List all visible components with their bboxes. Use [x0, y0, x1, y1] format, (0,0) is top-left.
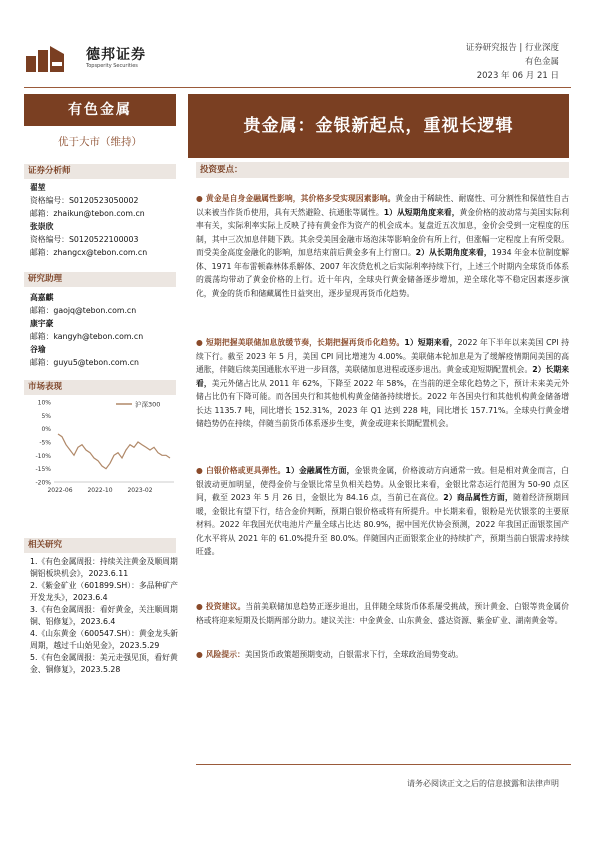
market-heading: 市场表现	[24, 380, 176, 395]
sector-label: 有色金属	[24, 94, 176, 126]
report-type: 证券研究报告 | 行业深度	[465, 43, 559, 53]
x-tick-label: 2022-06	[47, 487, 73, 494]
analyst-cert: 资格编号：S0120523050002	[30, 196, 139, 205]
y-tick-label: -5%	[39, 439, 51, 447]
related-item[interactable]: 2.《紫金矿业（601899.SH）：多品种矿产开发龙头》，2023.6.4	[30, 581, 178, 602]
assistant-name: 康宇豪	[30, 319, 54, 328]
bullet-icon: ●	[196, 602, 203, 611]
invest-point-1: ● 黄金是自身金融属性影响，其价格多受实现因素影响。黄金由于稀缺性、耐腐性、可分割性和保值性自古以来被当作货币使用，具有天然避险、抗通胀等属性。1）从短期角度来看，黄金价格的波动常与美国实际利率有关，实际利率实际上反映了持有黄金作为资产的机会成本。复盘近五次加息，金价会受到一定程度的压制，其中三次加息伴随下跌。其余受美国金融市场泡沫等影响金价有所上行，但涨幅一定程度上有所受限。而受美金高度金融化的影响，加息结束前后黄金多有上行窗口。2）从长期角度来看，1934 年金本位制度解体、1971 年布雷顿森林体系解体、2007 年次贷危机之后实际利率持续下行，上述三个时期内全球货币体系的震荡均带动了黄金价格的上行。近十年内，全球央行黄金储备逐步增加，逆全球化等不稳定因素逐步演化，黄金的货币和储藏属性日益突出，逐步显现再货币化趋势。	[196, 194, 570, 298]
analysts-list	[30, 181, 180, 259]
bullet-icon: ●	[196, 338, 203, 347]
legend-label: 沪深300	[135, 400, 161, 409]
y-tick-label: -15%	[35, 466, 51, 474]
bullet-icon: ●	[196, 466, 203, 475]
analyst-name: 张崇欣	[30, 222, 54, 231]
brand-name-en: Topsperity Securities	[86, 63, 138, 69]
rating-label: 优于大市（维持）	[58, 136, 142, 148]
invest-heading: 投资要点：	[196, 162, 569, 178]
y-tick-label: 5%	[41, 412, 51, 420]
related-item[interactable]: 5.《有色金属周报：美元走强见顶，看好黄金、铜修复》，2023.5.28	[30, 653, 178, 674]
bullet-icon: ●	[196, 194, 203, 203]
bullet-icon: ●	[196, 650, 203, 659]
related-item[interactable]: 1.《有色金属周报：持续关注黄金及顺周期铜铝板块机会》，2023.6.11	[30, 557, 178, 578]
assistant-name: 谷瑜	[30, 345, 46, 354]
market-performance-chart	[24, 396, 180, 502]
invest-point-2: ● 短期把握美联储加息放缓节奏，长期把握再货币化趋势。1）短期来看，2022 年下半年以来美国 CPI 持续下行。截至 2023 年 5 月，美国 CPI 同比增速为 4.00%。美联储本轮加息是为了缓解疫情期间美国的高通胀，伴随后续美国通胀水平进一步回落，美联储加息进程或逐步退出。黄金或迎短期配置机会。2）长期来看，美元外储占比从 2011 年 62%，下降至 2022 年 58%，在当前的逆全球化趋势之下，预计未来美元外储占比仍有下降可能。而各国央行和其他机构黄金储备持续增长。2022 年各国央行和其他机构黄金储备增长达 1135.7 吨，同比增长 152.31%，2023 年 Q1 达到 228 吨，同比增长 157.71%。全球央行黄金增储趋势仍在持续，伴随当前货币体系逐步生变，黄金或迎来长期配置机会。	[196, 338, 570, 428]
report-meta	[466, 41, 559, 83]
assistants-heading: 研究助理	[24, 272, 176, 287]
y-tick-label: -10%	[35, 452, 51, 460]
disclaimer-footer[interactable]: 请务必阅读正文之后的信息披露和法律声明	[407, 779, 559, 788]
related-item[interactable]: 3.《有色金属周报：看好黄金，关注顺周期铜、铝修复》，2023.6.4	[30, 605, 178, 626]
invest-point-3: ● 白银价格或更具弹性。1）金融属性方面，金银贵金属，价格波动方向通常一致。但是相对黄金而言，白银波动更加明显，使得金价与金银比常呈负相关趋势。从金银比来看，金银比常态运行范围为 50-90 点区间，截至 2023 年 5 月 26 日，金银比为 84.16 点，当前已在高位。2）商品属性方面，随着经济预期回暖，金银比有望下行，结合金价判断，预期白银价格或将有所提升。中长期来看，银粉是光伏银浆的主要原材料。2022 年我国光伏电池片产量全球占比达 80.9%，据中国光伏协会预测，2022 年我国正面银浆国产化水平将从 2021 年的 61.0%提升至 80.0%。伴随国内正面银浆企业的持续扩产，预期当前白银需求持续旺盛。	[196, 466, 570, 556]
x-tick-label: 2022-10	[87, 487, 113, 494]
assistants-list	[30, 291, 180, 369]
y-tick-label: -20%	[35, 479, 51, 487]
y-tick-label: 10%	[37, 399, 51, 407]
report-date: 2023 年 06 月 21 日	[476, 71, 559, 81]
analyst-email[interactable]: 邮箱：zhangcx@tebon.com.cn	[30, 248, 148, 257]
assistant-name: 高嘉麒	[30, 293, 54, 302]
related-list	[30, 556, 180, 676]
assistant-email[interactable]: 邮箱：gaojq@tebon.com.cn	[30, 306, 137, 315]
analyst-cert: 资格编号：S0120522100003	[30, 235, 139, 244]
report-title: 贵金属：金银新起点，重视长逻辑	[188, 94, 569, 158]
x-tick-label: 2023-02	[127, 487, 153, 494]
invest-point-5: ● 风险提示：美国货币政策超预期变动，白银需求下行，全球政治局势变动。	[196, 650, 464, 659]
series-line-hs300	[58, 434, 170, 469]
analyst-email[interactable]: 邮箱：zhaikun@tebon.com.cn	[30, 209, 145, 218]
report-industry: 有色金属	[524, 57, 559, 67]
brand-logo-icon	[24, 44, 66, 74]
analysts-heading: 证券分析师	[24, 164, 176, 179]
related-heading: 相关研究	[24, 538, 176, 553]
footer-divider	[196, 764, 571, 765]
y-tick-label: 0%	[41, 426, 51, 434]
invest-point-4: ● 投资建议。当前美联储加息趋势正逐步退出，且伴随全球货币体系屡受挑战，预计黄金、白银等贵金属价格或将迎来短期及长期两部分助力。建议关注：中金黄金、山东黄金、盛达资源、紫金矿业、湖南黄金等。	[196, 602, 569, 625]
assistant-email[interactable]: 邮箱：kangyh@tebon.com.cn	[30, 332, 144, 341]
related-item[interactable]: 4.《山东黄金（600547.SH）：黄金龙头新周期，越过千山始见金》，2023.5.29	[30, 629, 178, 650]
header-divider	[24, 87, 571, 88]
analyst-name: 翟堃	[30, 183, 46, 192]
assistant-email[interactable]: 邮箱：guyu5@tebon.com.cn	[30, 358, 139, 367]
brand-name-cn: 德邦证券	[86, 47, 146, 63]
